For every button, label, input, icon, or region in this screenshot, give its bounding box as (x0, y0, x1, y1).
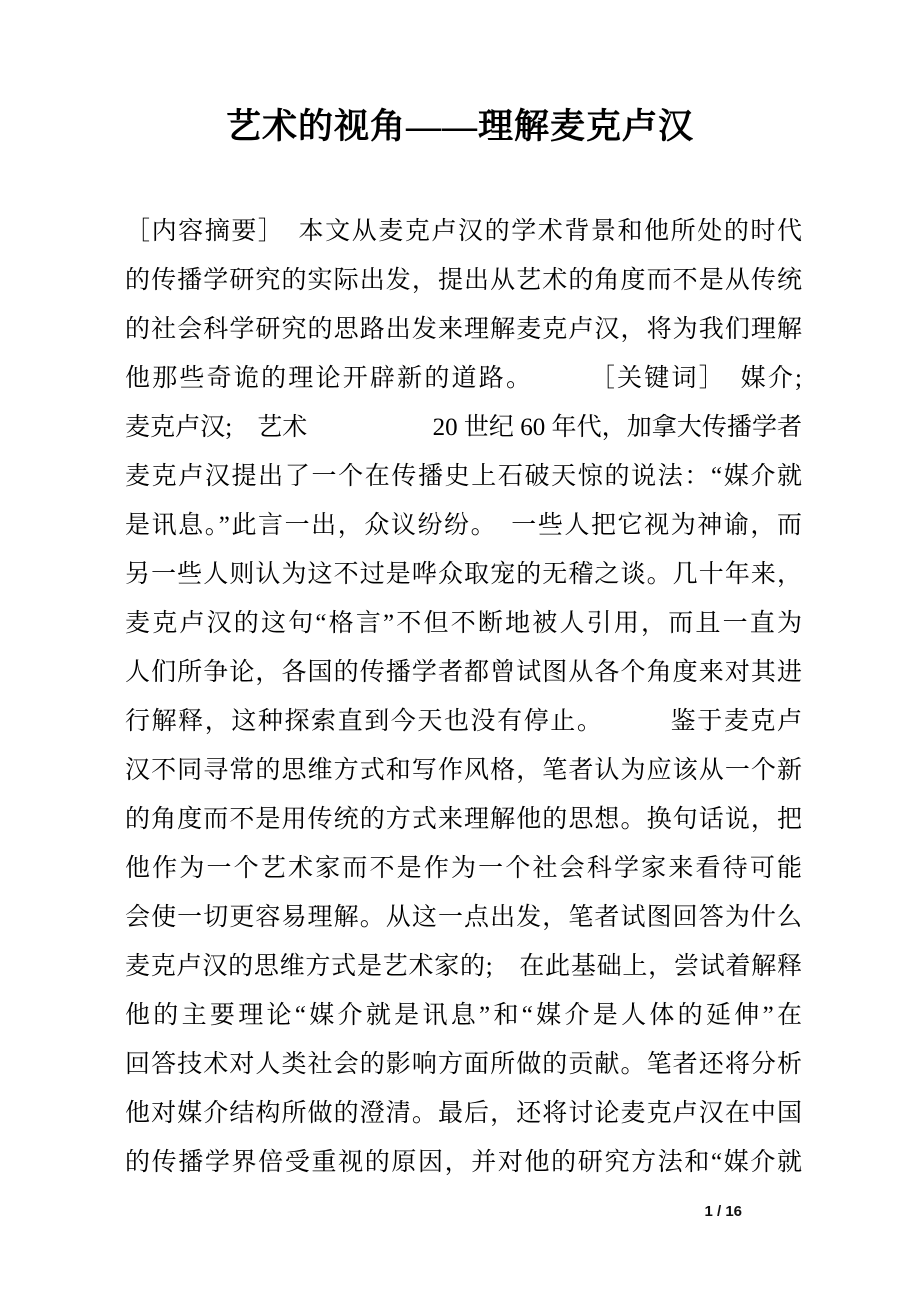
text-line: 麦克卢汉的这句“格言”不但不断地被人引用，而且一直为 (125, 610, 802, 637)
text-line: 会使一切更容易理解。从这一点出发，笔者试图回答为什么 (125, 904, 802, 931)
text-line: 汉不同寻常的思维方式和写作风格，笔者认为应该从一个新 (125, 757, 802, 784)
text-line: 他作为一个艺术家而不是作为一个社会科学家来看待可能 (125, 855, 802, 882)
text-line: 回答技术对人类社会的影响方面所做的贡献。笔者还将分析 (125, 1051, 802, 1078)
text-line: 的传播学研究的实际出发，提出从艺术的角度而不是从传统 (125, 267, 802, 294)
text-line: 麦克卢汉; 艺术 20 世纪 60 年代，加拿大传播学者 (125, 414, 802, 441)
document-title: 艺术的视角——理解麦克卢汉 (225, 107, 694, 146)
text-line: 他对媒介结构所做的澄清。最后，还将讨论麦克卢汉在中国 (125, 1100, 802, 1127)
text-line: 麦克卢汉提出了一个在传播史上石破天惊的说法：“媒介就 (125, 463, 802, 490)
text-line: 麦克卢汉的思维方式是艺术家的; 在此基础上，尝试着解释 (125, 953, 802, 980)
text-line: 他的主要理论“媒介就是讯息”和“媒介是人体的延伸”在 (125, 1002, 802, 1029)
text-line: 的社会科学研究的思路出发来理解麦克卢汉，将为我们理解 (125, 316, 802, 343)
text-line: 另一些人则认为这不过是哗众取宠的无稽之谈。几十年来， (125, 561, 802, 588)
text-line: 的传播学界倍受重视的原因，并对他的研究方法和“媒介就 (125, 1149, 802, 1176)
document-body (125, 207, 802, 1187)
page-number: 1 / 16 (704, 1203, 742, 1220)
text-line: 的角度而不是用传统的方式来理解他的思想。换句话说，把 (125, 806, 802, 833)
text-line: 是讯息。”此言一出，众议纷纷。 一些人把它视为神谕，而 (125, 512, 802, 539)
text-line: 人们所争论，各国的传播学者都曾试图从各个角度来对其进 (125, 659, 802, 686)
text-line: 行解释，这种探索直到今天也没有停止。 鉴于麦克卢 (125, 708, 802, 735)
text-line: ［内容摘要］ 本文从麦克卢汉的学术背景和他所处的时代 (125, 218, 802, 245)
text-line: 他那些奇诡的理论开辟新的道路。 ［关键词］ 媒介; (125, 365, 802, 392)
